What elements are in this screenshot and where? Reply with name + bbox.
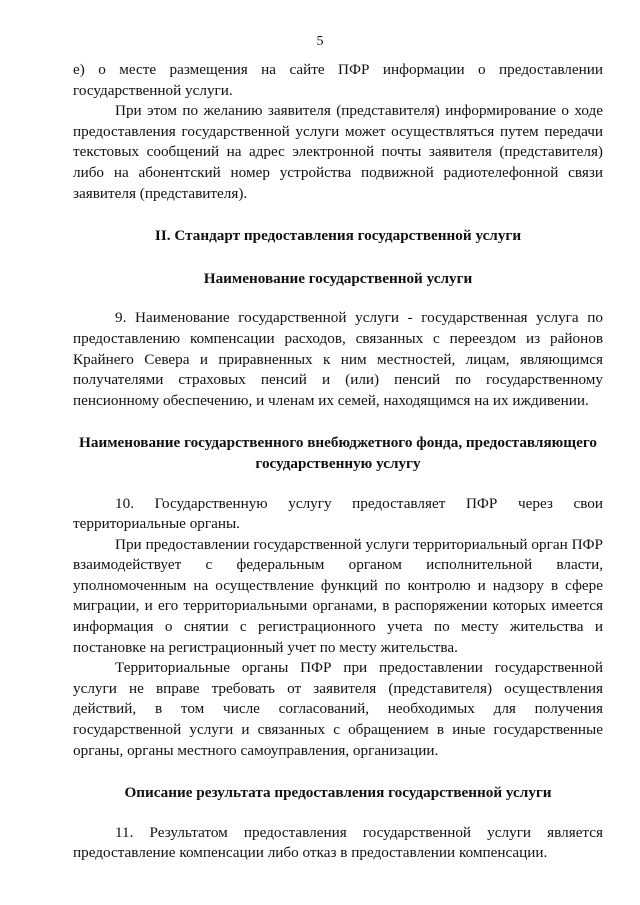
paragraph-10-interaction: При предоставлении государственной услуги территориальный орган ПФР взаимодействует с федеральным органом исполнительной власти, уполномоченным на осуществление функций по контролю и надзору в сфере миграции, и его территориальными органами, в распоряжении которых имеется информация о снятии с регистрационного учета по месту жительства и постановке на регистрационный учет по месту жительства. bbox=[73, 535, 603, 656]
paragraph-9: 9. Наименование государственной услуги - государственная услуга по предоставлению компенсации расходов, связанных с переездом из районов Крайнего Севера и приравненных к ним местностей, лицам, являющимся получателями страховых пенсий и (или) пенсий по государственному пенсионному обеспечению, и членам их семей, находящимся на их иждивении. bbox=[73, 309, 603, 409]
page-number: 5 bbox=[316, 34, 324, 49]
paragraph-10: 10. Государственную услугу предоставляет ПФР через свои территориальные органы. bbox=[73, 494, 603, 533]
paragraph-info-placement: е) о месте размещения на сайте ПФР информации о предоставлении государственной услуги. bbox=[73, 61, 603, 99]
subheading-service-name: Наименование государственной услуги bbox=[203, 269, 473, 287]
paragraph-11: 11. Результатом предоставления государственной услуги является предоставление компенсации либо отказ в предоставлении компенсации. bbox=[73, 823, 603, 862]
page-content bbox=[73, 60, 603, 864]
section-heading-standard: II. Стандарт предоставления государственной услуги bbox=[154, 227, 522, 245]
subheading-fund-line-2: государственную услугу bbox=[255, 454, 421, 472]
subheading-fund-line-1: Наименование государственного внебюджетного фонда, предоставляющего bbox=[79, 434, 597, 452]
paragraph-10-restrictions: Территориальные органы ПФР при предоставлении государственной услуги не вправе требовать от заявителя (представителя) осуществления действий, в том числе согласований, необходимых для получения государственной услуги и связанных с обращением в иные государственные органы, органы местного самоуправления, организации. bbox=[73, 659, 603, 759]
paragraph-informing: При этом по желанию заявителя (представителя) информирование о ходе предоставления государственной услуги может осуществляться путем передачи текстовых сообщений на адрес электронной почты заявителя (представителя) либо на абонентский номер устройства подвижной радиотелефонной связи заявителя (представителя). bbox=[73, 102, 603, 202]
subheading-result: Описание результата предоставления государственной услуги bbox=[124, 784, 552, 802]
